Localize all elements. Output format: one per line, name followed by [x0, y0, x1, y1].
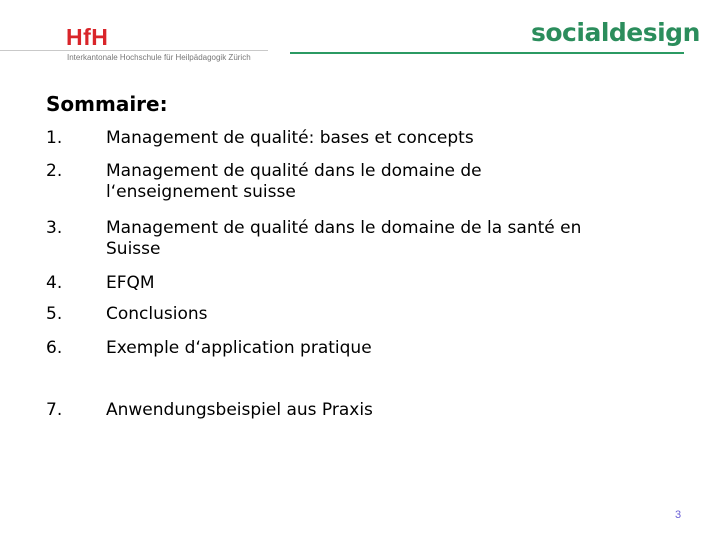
list-item-text: Anwendungsbeispiel aus Praxis: [106, 400, 373, 420]
list-item-text: Conclusions: [106, 304, 208, 324]
list-item-text: Management de qualité: bases et concepts: [106, 128, 474, 148]
page-number: 3: [675, 509, 682, 521]
list-item-number: 4.: [46, 273, 63, 293]
list-item-number: 1.: [46, 128, 63, 148]
page-title: Sommaire:: [46, 92, 168, 116]
list-item-number: 3.: [46, 218, 63, 238]
socialdesign-logo: socialdesign: [531, 18, 700, 47]
list-item-number: 2.: [46, 161, 63, 181]
list-item-number: 7.: [46, 400, 63, 420]
header-divider-right: [290, 52, 684, 54]
hfh-logo-subtitle: Interkantonale Hochschule für Heilpädagogik Zürich: [67, 53, 251, 62]
header-divider-left: [0, 50, 268, 51]
list-item-text: Management de qualité dans le domaine de l‘enseignement suisse: [106, 161, 482, 202]
list-item-number: 5.: [46, 304, 63, 324]
hfh-logo: HfH: [66, 24, 109, 50]
list-item-text: Exemple d‘application pratique: [106, 338, 372, 358]
list-item-text: EFQM: [106, 273, 155, 293]
list-item-number: 6.: [46, 338, 63, 358]
list-item-text: Management de qualité dans le domaine de la santé en Suisse: [106, 218, 582, 259]
